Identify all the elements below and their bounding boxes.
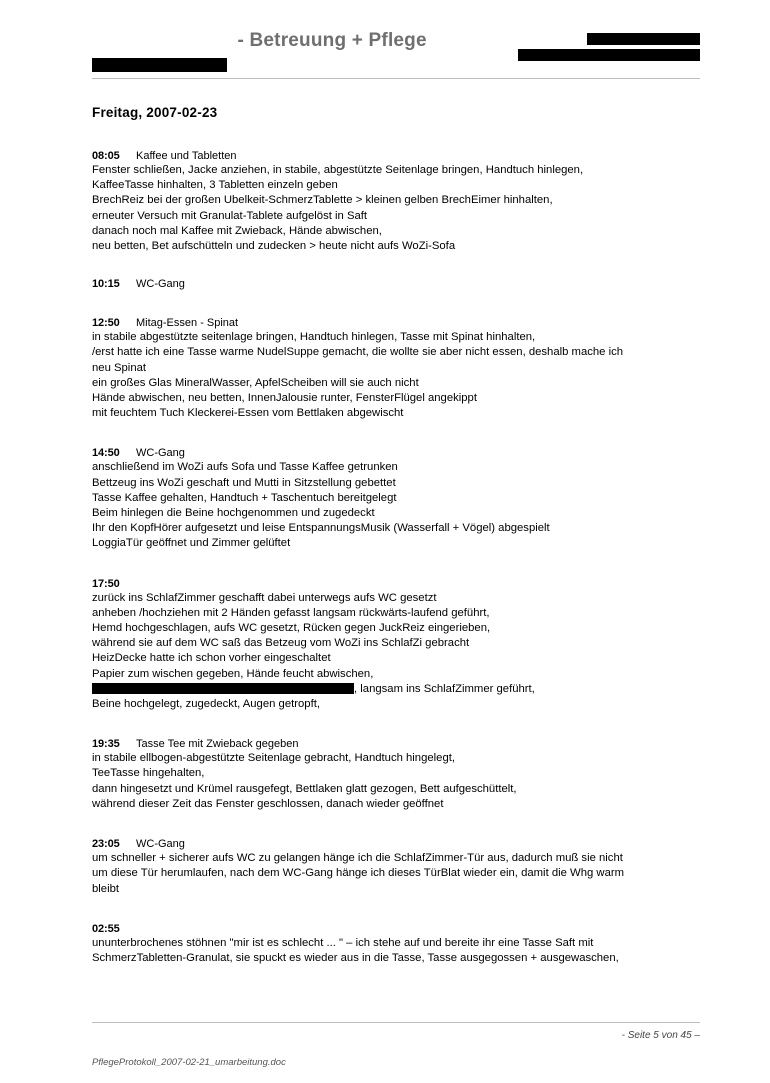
log-entry-head (92, 923, 712, 935)
entry-line: dann hingesetzt und Krümel rausgefegt, Bettlaken glatt gezogen, Bett aufgeschüttelt, (92, 782, 517, 795)
entry-line: in stabile ellbogen-abgestützte Seitenlage gebracht, Handtuch hingelegt, (92, 752, 456, 765)
entry-lines (92, 851, 712, 897)
entry-time: 02:55 (92, 922, 120, 935)
redacted-text-block (92, 683, 354, 694)
entry-time: 17:50 (92, 577, 120, 590)
entry-line: SchmerzTabletten-Granulat, sie spuckt es wieder aus in die Tasse, Tasse ausgegossen + ausgewaschen, (92, 951, 619, 964)
entry-line: Bettzeug ins WoZi geschaft und Mutti in Sitzstellung gebettet (92, 476, 396, 489)
entry-line: um diese Tür herumlaufen, nach dem WC-Gang hänge ich dieses TürBlat wieder ein, damit die Whg warm (92, 867, 625, 880)
entry-line: ununterbrochenes stöhnen "mir ist es schlecht ... " – ich stehe auf und bereite ihr eine Tasse Saft mit (92, 936, 594, 949)
log-entry-head (92, 738, 712, 750)
entry-lines (92, 751, 712, 812)
entry-line: um schneller + sicherer aufs WC zu gelangen hänge ich die SchlafZimmer-Tür aus, dadurch muß sie nicht (92, 852, 623, 865)
entry-line: LoggiaTür geöffnet und Zimmer gelüftet (92, 537, 291, 550)
page-title: Freitag, 2007-02-23 (92, 105, 218, 120)
entry-lines (92, 163, 712, 254)
log-entry (92, 838, 712, 897)
entry-line: Beim hinlegen die Beine hochgenommen und zugedeckt (92, 507, 375, 520)
entry-line: neu Spinat (92, 361, 147, 374)
document-content (92, 105, 712, 987)
entry-line: während sie auf dem WC saß das Betzeug vom WoZi ins SchlafZi gebracht (92, 637, 470, 650)
log-entry-head (92, 150, 712, 162)
log-entry-head (92, 447, 712, 459)
entry-lines (92, 936, 712, 966)
entry-line: Papier zum wischen gegeben, Hände feucht abwischen, (92, 667, 374, 680)
entry-lines (92, 330, 712, 421)
entry-line: bleibt (92, 882, 120, 895)
entry-line: neu betten, Bet aufschütteln und zudecken > heute nicht aufs WoZi-Sofa (92, 240, 456, 253)
log-entry (92, 923, 712, 966)
entry-line: Beine hochgelegt, zugedeckt, Augen getropft, (92, 698, 320, 711)
entry-time: 19:35 (92, 738, 120, 751)
entry-line: zurück ins SchlafZimmer geschafft dabei unterwegs aufs WC gesetzt (92, 591, 437, 604)
entry-line-suffix: , langsam ins SchlafZimmer geführt, (354, 682, 535, 695)
log-entry-head (92, 278, 712, 290)
redacted-email-line2 (518, 49, 700, 61)
entry-line-redacted (92, 682, 712, 697)
entry-line: /erst hatte ich eine Tasse warme NudelSuppe gemacht, die wollte sie aber nicht essen, deshalb mache ich (92, 346, 624, 359)
entry-line: erneuter Versuch mit Granulat-Tablete aufgelöst in Saft (92, 209, 368, 222)
entry-time: 14:50 (92, 447, 120, 460)
redacted-email-line1 (587, 33, 700, 45)
log-entry (92, 447, 712, 551)
entry-title: Tasse Tee mit Zwieback gegeben (136, 738, 299, 751)
entry-line: HeizDecke hatte ich schon vorher eingeschaltet (92, 652, 331, 665)
entry-line: Hemd hochgeschlagen, aufs WC gesetzt, Rücken gegen JuckReiz eingerieben, (92, 622, 491, 635)
log-entry (92, 317, 712, 421)
entry-line: Tasse Kaffee gehalten, Handtuch + Taschentuch bereitgelegt (92, 491, 397, 504)
entry-line: KaffeeTasse hinhalten, 3 Tabletten einzeln geben (92, 179, 338, 192)
header-divider (92, 78, 700, 79)
document-header (92, 26, 700, 76)
entry-time: 12:50 (92, 317, 120, 330)
log-entry (92, 578, 712, 713)
entry-title: WC-Gang (136, 278, 185, 291)
footer-divider (92, 1022, 700, 1023)
entry-lines (92, 591, 712, 713)
entry-lines (92, 460, 712, 551)
log-entry (92, 150, 712, 254)
entry-time: 10:15 (92, 278, 120, 291)
log-entry-head (92, 317, 712, 329)
entry-line: während dieser Zeit das Fenster geschlossen, danach wieder geöffnet (92, 797, 444, 810)
file-name-label: PflegeProtokoll_2007-02-21_umarbeitung.doc (92, 1057, 286, 1068)
entry-line: TeeTasse hingehalten, (92, 767, 205, 780)
entry-line: anschließend im WoZi aufs Sofa und Tasse Kaffee getrunken (92, 461, 398, 474)
entry-line: BrechReiz bei der großen Ubelkeit-SchmerzTablette > kleinen gelben BrechEimer hinhalten, (92, 194, 553, 207)
entry-title: Kaffee und Tabletten (136, 150, 237, 162)
entry-line: danach noch mal Kaffee mit Zwieback, Hände abwischen, (92, 224, 382, 237)
page-number: - Seite 5 von 45 – (621, 1030, 700, 1041)
entry-line: mit feuchtem Tuch Kleckerei-Essen vom Bettlaken abgewischt (92, 407, 404, 420)
header-title-text: - Betreuung + Pflege (232, 30, 427, 51)
redacted-name-block (92, 58, 227, 72)
log-entry (92, 278, 712, 290)
entry-line: Ihr den KopfHörer aufgesetzt und leise EntspannungsMusik (Wasserfall + Vögel) abgespielt (92, 522, 550, 535)
entry-title: Mitag-Essen - Spinat (136, 317, 239, 330)
entry-line: ein großes Glas MineralWasser, ApfelScheiben will sie auch nicht (92, 376, 419, 389)
entry-line: anheben /hochziehen mit 2 Händen gefasst langsam rückwärts-laufend geführt, (92, 606, 490, 619)
header-title (92, 30, 427, 52)
log-entry (92, 738, 712, 812)
entry-line: in stabile abgestützte seitenlage bringen, Handtuch hinlegen, Tasse mit Spinat hinhalten, (92, 331, 536, 344)
log-entry-head (92, 838, 712, 850)
entry-line: Hände abwischen, neu betten, InnenJalousie runter, FensterFlügel angekippt (92, 392, 477, 405)
entry-line: Fenster schließen, Jacke anziehen, in stabile, abgestützte Seitenlage bringen, Handtuch hinlegen, (92, 164, 584, 176)
entry-title: WC-Gang (136, 838, 185, 851)
log-entry-head (92, 578, 712, 590)
entry-time: 08:05 (92, 150, 120, 162)
entry-title: WC-Gang (136, 447, 185, 460)
entry-time: 23:05 (92, 838, 120, 851)
